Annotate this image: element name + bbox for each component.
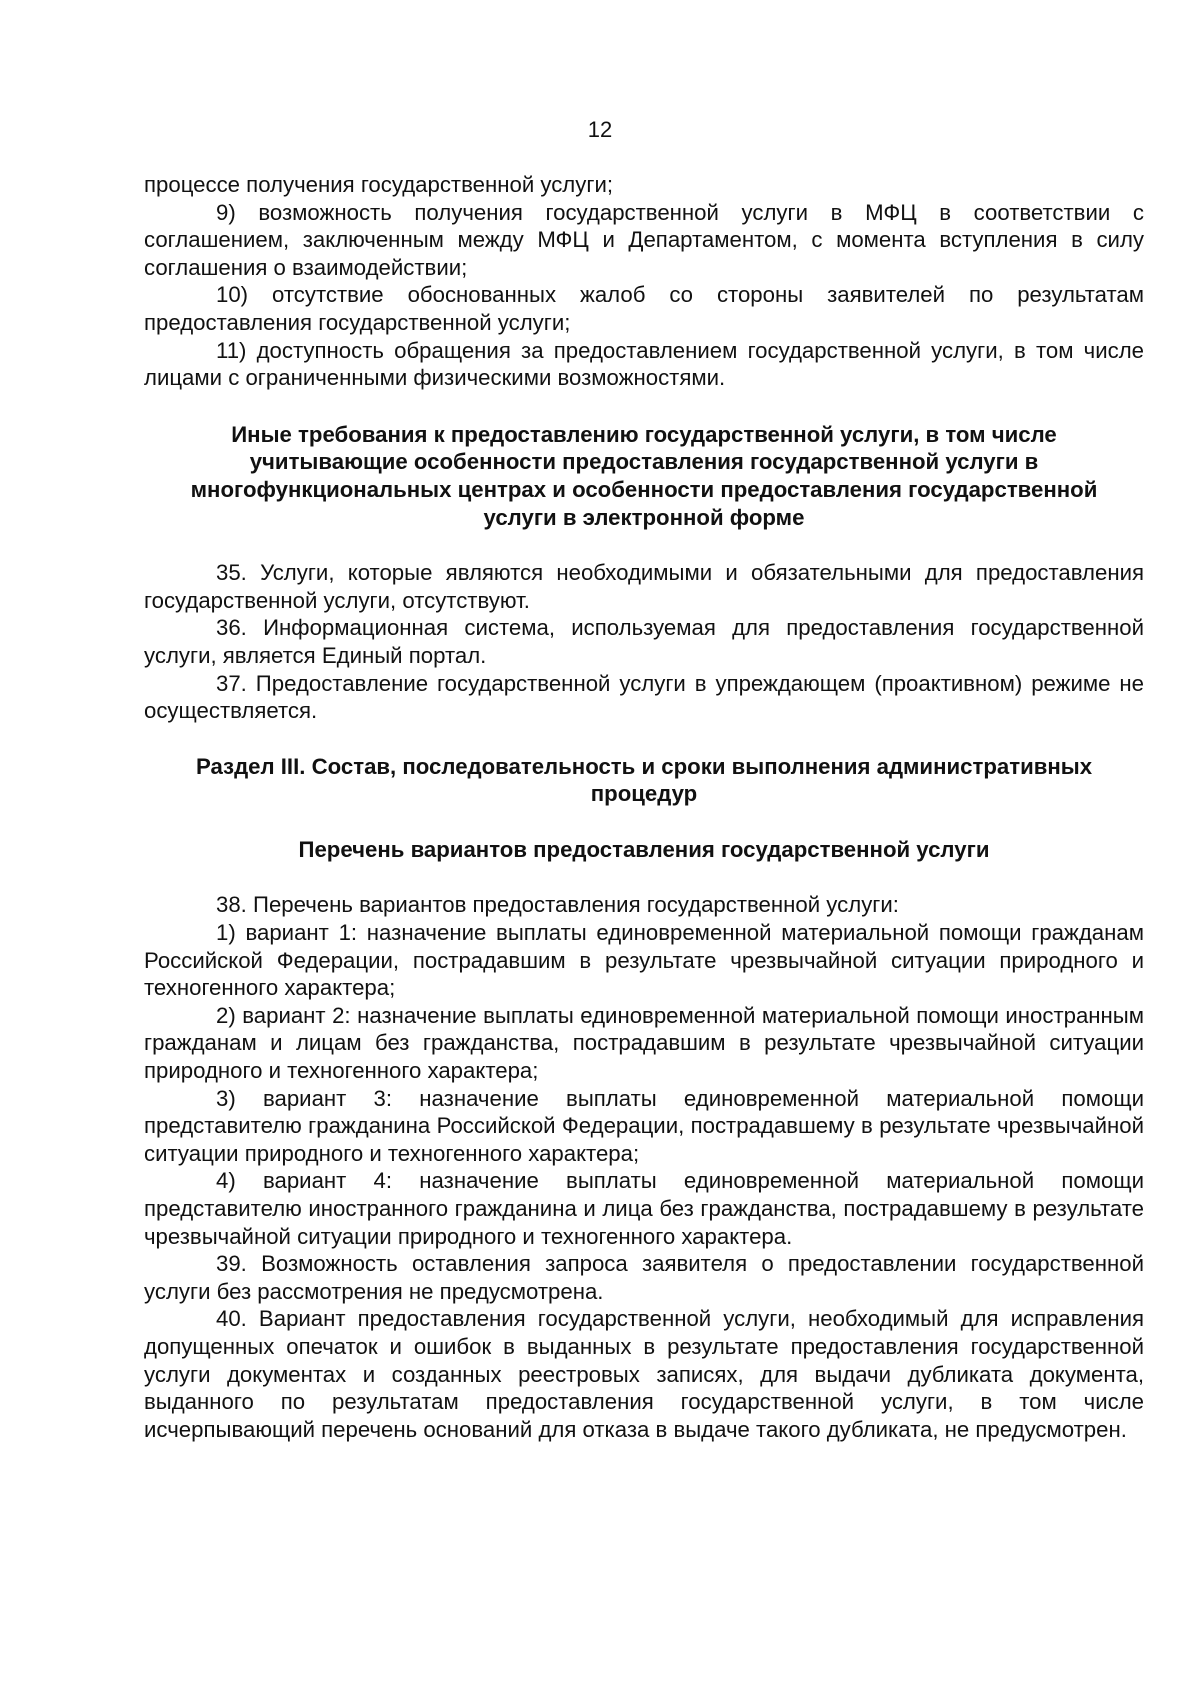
heading-line: услуги в электронной форме	[483, 504, 805, 530]
heading-line: многофункциональных центрах и особенности предоставления государственной	[190, 476, 1098, 502]
clause-38: 38. Перечень вариантов предоставления государственной услуги:	[216, 892, 899, 918]
heading-other-requirements	[144, 421, 1144, 531]
heading-variants-list: Перечень вариантов предоставления государственной услуги	[298, 836, 990, 862]
heading-line: Иные требования к предоставлению государственной услуги, в том числе	[231, 421, 1057, 447]
document-body	[144, 171, 1144, 1443]
clause-40: 40. Вариант предоставления государственной услуги, необходимый для исправления допущенных опечаток и ошибок в выданных в результате предоставления государственной услуги документах и созданных реестровых записях, для выдачи дубликата документа, выданного по результатам предоставления государственной услуги, в том числе исчерпывающий перечень оснований для отказа в выдаче такого дубликата, не предусмотрен.	[144, 1306, 1144, 1442]
heading-line: Раздел III. Состав, последовательность и сроки выполнения административных	[195, 753, 1093, 779]
variant-4: 4) вариант 4: назначение выплаты единовременной материальной помощи представителю иностранного гражданина и лица без гражданства, пострадавшему в результате чрезвычайной ситуации природного и техногенного характера.	[144, 1168, 1144, 1249]
list-item-9: 9) возможность получения государственной услуги в МФЦ в соответствии с соглашением, заключенным между МФЦ и Департаментом, с момента вступления в силу соглашения о взаимодействии;	[144, 199, 1144, 280]
variant-1: 1) вариант 1: назначение выплаты единовременной материальной помощи гражданам Российской Федерации, пострадавшим в результате чрезвычайной ситуации природного и техногенного характера;	[144, 920, 1144, 1001]
list-item-11: 11) доступность обращения за предоставлением государственной услуги, в том числе лицами с ограниченными физическими возможностями.	[144, 337, 1144, 391]
clause-37: 37. Предоставление государственной услуги в упреждающем (проактивном) режиме не осуществляется.	[144, 670, 1144, 724]
heading-line: учитывающие особенности предоставления государственной услуги в	[249, 449, 1039, 475]
variant-2: 2) вариант 2: назначение выплаты единовременной материальной помощи иностранным гражданам и лицам без гражданства, пострадавшим в результате чрезвычайной ситуации природного и техногенного характера;	[144, 1002, 1144, 1084]
paragraph-continuation: процессе получения государственной услуги;	[144, 172, 614, 197]
clause-39: 39. Возможность оставления запроса заявителя о предоставлении государственной услуги без рассмотрения не предусмотрена.	[144, 1251, 1144, 1304]
list-item-10: 10) отсутствие обоснованных жалоб со стороны заявителей по результатам предоставления государственной услуги;	[144, 282, 1144, 335]
clause-36: 36. Информационная система, используемая для предоставления государственной услуги, является Единый портал.	[144, 615, 1144, 668]
page-number: 12	[587, 117, 613, 142]
variant-3: 3) вариант 3: назначение выплаты единовременной материальной помощи представителю гражданина Российской Федерации, пострадавшему в результате чрезвычайной ситуации природного и техногенного характера;	[144, 1085, 1144, 1166]
heading-line: процедур	[590, 781, 698, 807]
clause-35: 35. Услуги, которые являются необходимыми и обязательными для предоставления государственной услуги, отсутствуют.	[144, 560, 1144, 613]
heading-section-3	[144, 753, 1144, 808]
